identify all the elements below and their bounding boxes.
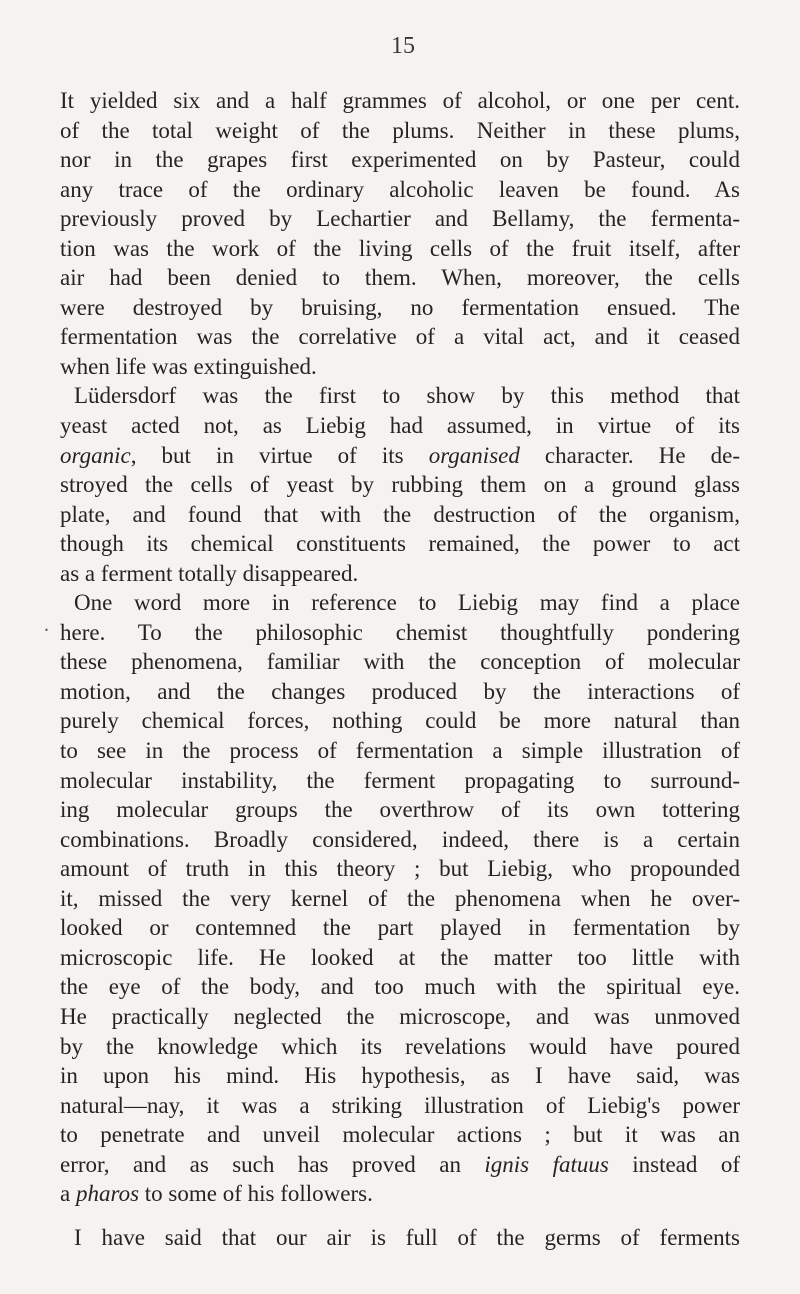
body-text — [60, 86, 740, 1252]
text-line: tion was the work of the living cells of the fruit itself, after — [60, 235, 740, 261]
text-line: nor in the grapes first experimented on by Pasteur, could — [60, 147, 740, 173]
text-line: looked or contemned the part played in fermentation by — [60, 915, 740, 941]
text-line: here. To the philosophic chemist thoughtfully pondering — [60, 619, 740, 645]
text-line: previously proved by Lechartier and Bellamy, the fermenta- — [60, 206, 740, 232]
text-line: He practically neglected the microscope, and was unmoved — [60, 1003, 740, 1029]
text-line: fermentation was the correlative of a vital act, and it ceased — [60, 324, 740, 350]
text-line: I have said that our air is full of the germs of ferments — [74, 1224, 740, 1250]
margin-mark: . — [44, 614, 49, 636]
text-line: in upon his mind. His hypothesis, as I have said, was — [60, 1063, 740, 1089]
text-line — [60, 1150, 740, 1180]
text-line: by the knowledge which its revelations would have poured — [60, 1033, 740, 1059]
text-line: stroyed the cells of yeast by rubbing them on a ground glass — [60, 472, 740, 498]
text-line: any trace of the ordinary alcoholic leaven be found. As — [60, 176, 740, 202]
text-line: when life was extinguished. — [60, 353, 317, 379]
text-line — [60, 441, 740, 471]
text-line: to see in the process of fermentation a simple illustration of — [60, 738, 740, 764]
text-run: to some of his followers. — [139, 1181, 373, 1207]
italic-phrase: organised — [428, 442, 520, 468]
text-line: purely chemical forces, nothing could be more natural than — [60, 708, 740, 734]
text-run: instead of — [608, 1151, 740, 1177]
text-line: One word more in reference to Liebig may find a place — [74, 590, 740, 616]
text-line: of the total weight of the plums. Neither in these plums, — [60, 117, 740, 143]
text-line — [60, 1179, 740, 1209]
text-line: ing molecular groups the overthrow of its own tottering — [60, 797, 740, 823]
text-line: microscopic life. He looked at the matter too little with — [60, 944, 740, 970]
text-line: air had been denied to them. When, moreover, the cells — [60, 265, 740, 291]
text-line: combinations. Broadly considered, indeed, there is a certain — [60, 826, 740, 852]
text-line: It yielded six and a half grammes of alcohol, or one per cent. — [60, 88, 740, 113]
text-line: plate, and found that with the destruction of the organism, — [60, 501, 740, 527]
text-line: natural—nay, it was a striking illustration of Liebig's power — [60, 1092, 740, 1118]
page-number: 15 — [391, 33, 415, 59]
text-run: , but in virtue of its — [130, 442, 429, 468]
text-line: were destroyed by bruising, no fermentation ensued. The — [60, 294, 740, 320]
text-line: motion, and the changes produced by the interactions of — [60, 678, 740, 704]
italic-phrase: ignis fatuus — [484, 1151, 609, 1177]
text-line: yeast acted not, as Liebig had assumed, in virtue of its — [60, 413, 740, 439]
text-run: error, and as such has proved an — [60, 1151, 485, 1177]
text-line: as a ferment totally disappeared. — [60, 560, 359, 586]
italic-phrase: organic — [60, 442, 131, 468]
text-line: the eye of the body, and too much with the spiritual eye. — [60, 974, 740, 1000]
text-line: it, missed the very kernel of the phenomena when he over- — [60, 885, 740, 911]
text-run: character. He de- — [519, 442, 740, 468]
text-line: though its chemical constituents remained, the power to act — [60, 531, 740, 557]
text-line: molecular instability, the ferment propagating to surround- — [60, 767, 740, 793]
text-line: to penetrate and unveil molecular actions ; but it was an — [60, 1122, 740, 1148]
text-run: a — [60, 1181, 76, 1207]
text-line: amount of truth in this theory ; but Liebig, who propounded — [60, 856, 740, 882]
text-line: Lüdersdorf was the first to show by this method that — [74, 383, 740, 409]
text-line: these phenomena, familiar with the conception of molecular — [60, 649, 740, 675]
italic-phrase: pharos — [75, 1181, 140, 1207]
